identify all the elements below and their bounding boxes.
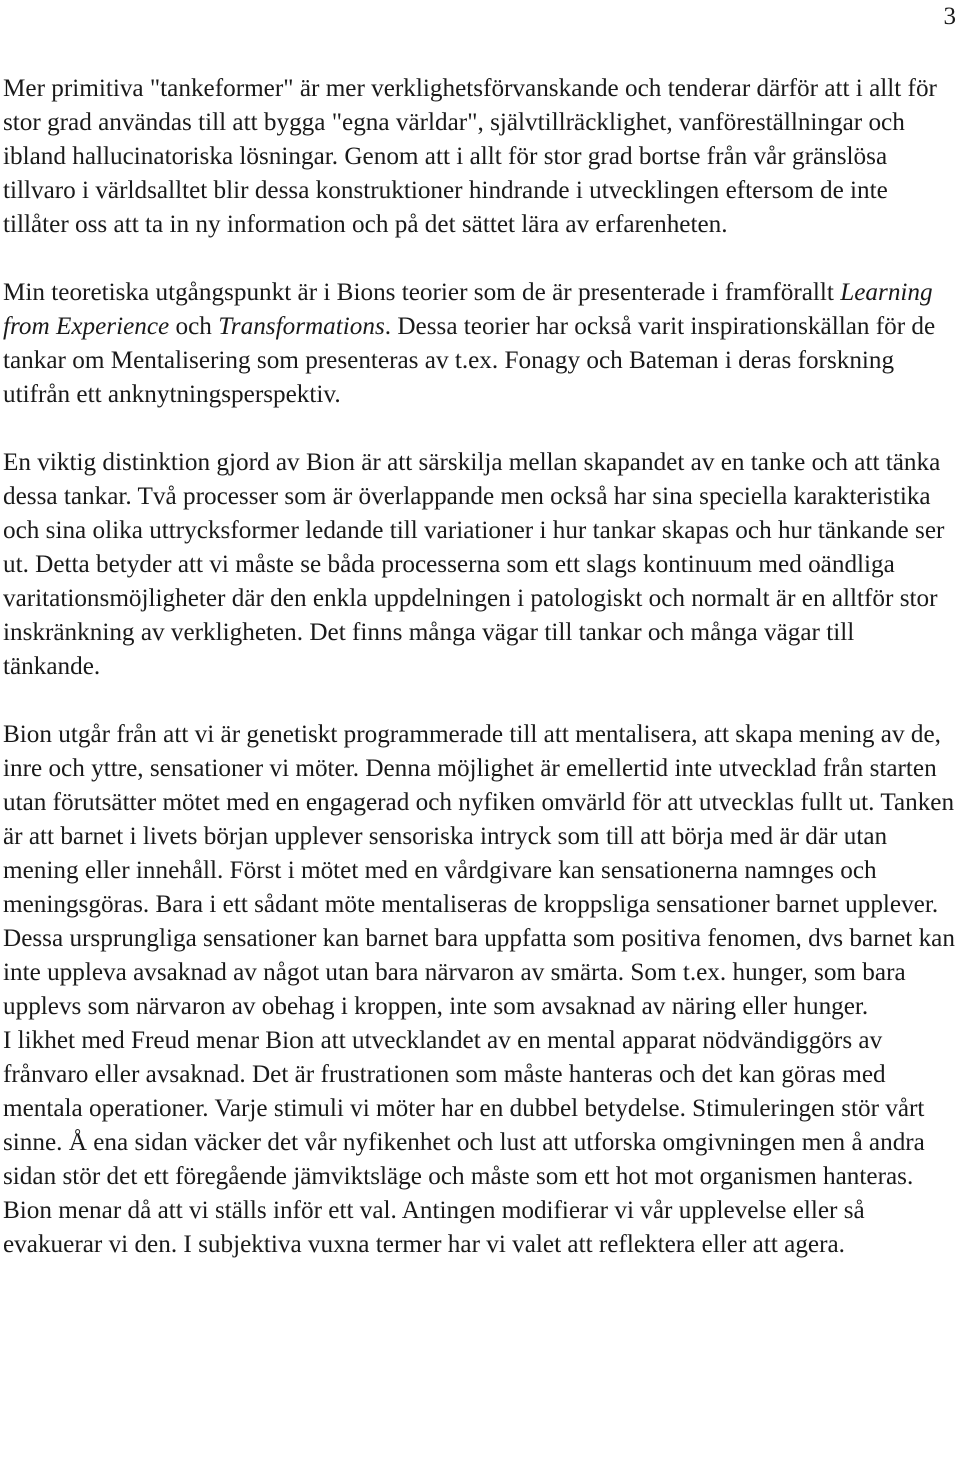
paragraph-text-segment: . Dessa teorier har också varit inspirationskällan för de tankar om Mentalisering som presenteras av t.ex. Fonagy och Bateman i deras forskning utifrån ett anknytningsperspektiv. bbox=[3, 313, 936, 408]
page-number: 3 bbox=[943, 3, 956, 30]
paragraph-theoretical-starting-point bbox=[3, 276, 957, 412]
paragraph-bion-distinction: En viktig distinktion gjord av Bion är att särskilja mellan skapandet av en tanke och att tänka dessa tankar. Två processer som är överlappande men också har sina speciella karakteristika och sina olika uttrycksformer ledande till variationer i hur tankar skapas och hur tänkande ser ut. Detta betyder att vi måste se båda processerna som ett slags kontinuum med oändliga varitationsmöjligheter där den enkla uppdelningen i patologiskt och normalt är en alltför stor inskränkning av verkligheten. Det finns många vägar till tankar och många vägar till tänkande. bbox=[3, 449, 945, 680]
paragraph-text-segment: Min teoretiska utgångspunkt är i Bions teorier som de är presenterade i framförallt bbox=[3, 279, 841, 306]
document-body bbox=[3, 72, 957, 1262]
book-title-learning-from-experience: Learning from Experience bbox=[3, 279, 933, 340]
paragraph-freud-bion: I likhet med Freud menar Bion att utvecklandet av en mental apparat nödvändiggörs av frånvaro eller avsaknad. Det är frustrationen som måste hanteras och det kan göras med mentala operationer. Varje stimuli vi möter har en dubbel betydelse. Stimuleringen stör vårt sinne. Å ena sidan väcker det vår nyfikenhet och lust att utforska omgivningen men å andra sidan stör det ett föregående jämviktsläge och måste som ett hot mot organismen hanteras. Bion menar då att vi ställs inför ett val. Antingen modifierar vi vår upplevelse eller så evakuerar vi den. I subjektiva vuxna termer har vi valet att reflektera eller att agera. bbox=[3, 1027, 925, 1258]
paragraph-mentalization: Bion utgår från att vi är genetiskt programmerade till att mentalisera, att skapa mening av de, inre och yttre, sensationer vi möter. Denna möjlighet är emellertid inte utvecklad från starten utan förutsätter mötet med en engagerad och nyfiken omvärld för att utvecklas fullt ut. Tanken är att barnet i livets början upplever sensoriska intryck som till att börja med är där utan mening eller innehåll. Först i mötet med en vårdgivare kan sensationerna namnges och meningsgöras. Bara i ett sådant möte mentaliseras de kroppsliga sensationer barnet upplever. Dessa ursprungliga sensationer kan barnet bara uppfatta som positiva fenomen, dvs barnet kan inte uppleva avsaknad av något utan bara närvaron av smärta. Som t.ex. hunger, som bara upplevs som närvaron av obehag i kroppen, inte som avsaknad av näring eller hunger. bbox=[3, 721, 955, 1020]
book-title-transformations: Transformations bbox=[218, 313, 385, 340]
paragraph-primitive-thought-forms: Mer primitiva "tankeformer" är mer verklighetsförvanskande och tenderar därför att i allt för stor grad användas till att bygga "egna världar", självtillräcklighet, vanföreställningar och ibland hallucinatoriska lösningar. Genom att i allt för stor grad bortse från vår gränslösa tillvaro i världsalltet blir dessa konstruktioner hindrande i utvecklingen eftersom de inte tillåter oss att ta in ny information och på det sättet lära av erfarenheten. bbox=[3, 75, 937, 238]
paragraph-text-segment: och bbox=[169, 313, 219, 340]
